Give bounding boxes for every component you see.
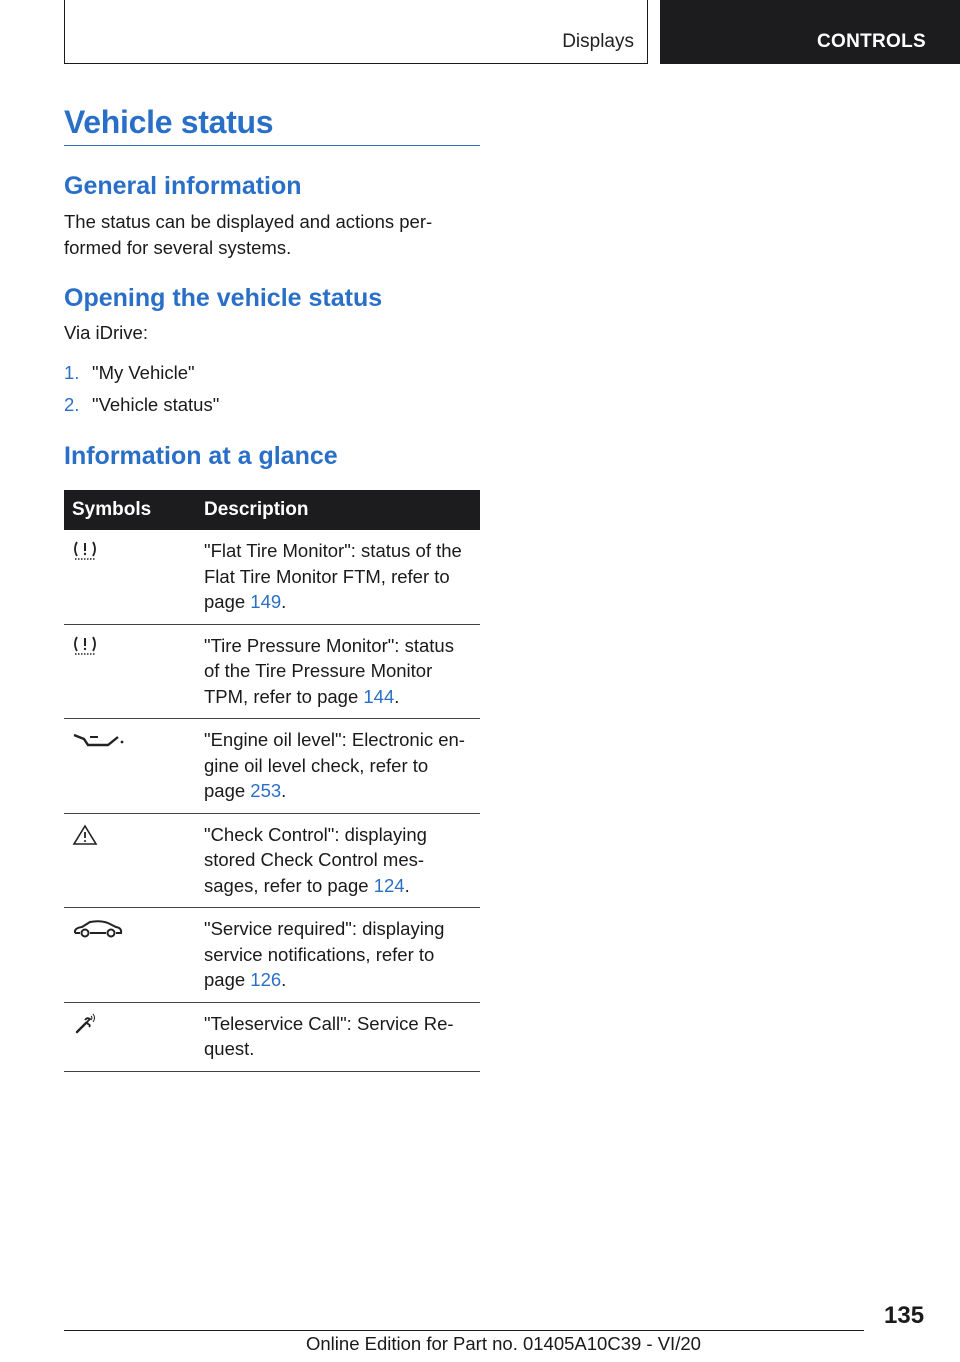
row-description: "Service required": displaying service notifications, refer to page 126. [196,908,480,1003]
opening-vehicle-status-heading: Opening the vehicle status [64,284,383,312]
wrench-call-icon [72,1013,188,1035]
column-header-description: Description [196,490,480,530]
general-information-text: The status can be displayed and actions per- formed for several systems. [64,211,433,258]
table-row [64,908,480,1003]
table-row [64,719,480,814]
row-description: "Flat Tire Monitor": status of the Flat Tire Monitor FTM, refer to page 149. [196,530,480,624]
flat-tire-warning-icon [72,540,188,562]
oil-can-icon [72,729,188,751]
opening-intro-text: Via iDrive: [64,322,148,343]
table-row [64,1002,480,1071]
header-chapter-label: CONTROLS [816,31,926,52]
table-header-row [64,490,480,530]
column-header-symbols: Symbols [64,490,196,530]
step-number: 1. [64,362,80,383]
warning-triangle-icon [72,824,188,846]
row-description: "Teleservice Call": Service Re-quest. [196,1002,480,1071]
row-description: "Engine oil level": Electronic en-gine oil level check, refer to page 253. [196,719,480,814]
car-service-icon [72,918,188,940]
step-item [64,360,195,385]
step-item [64,392,219,417]
tire-pressure-warning-icon [72,635,188,657]
general-information-heading: General information [64,172,302,200]
page-reference-link[interactable]: 126 [250,969,282,990]
page-reference-link[interactable]: 124 [373,874,405,896]
table-row [64,813,480,908]
header-chapter-tab [660,0,960,64]
information-at-a-glance-heading: Information at a glance [64,442,338,470]
row-description: "Tire Pressure Monitor": status of the Tire Pressure Monitor TPM, refer to page 144. [196,624,480,719]
header-section-tab [64,0,648,64]
footer-divider [64,1330,864,1331]
header-section-label: Displays [562,31,634,52]
step-text: "My Vehicle" [92,362,195,383]
footer-edition-text: Online Edition for Part no. 01405A10C39 - VI/20 [306,1333,701,1354]
page-number: 135 [884,1302,925,1329]
title-divider [64,145,480,146]
page-title: Vehicle status [64,104,274,140]
page-reference-link[interactable]: 149 [250,591,282,612]
page-reference-link[interactable]: 253 [250,780,282,801]
row-description: "Check Control": displaying stored Check Control mes-sages, refer to page 124. [196,813,480,908]
symbols-table [64,490,480,1072]
step-number: 2. [64,394,80,415]
table-row [64,530,480,624]
page-reference-link[interactable]: 144 [363,685,395,707]
table-row [64,624,480,719]
step-text: "Vehicle status" [92,394,220,415]
